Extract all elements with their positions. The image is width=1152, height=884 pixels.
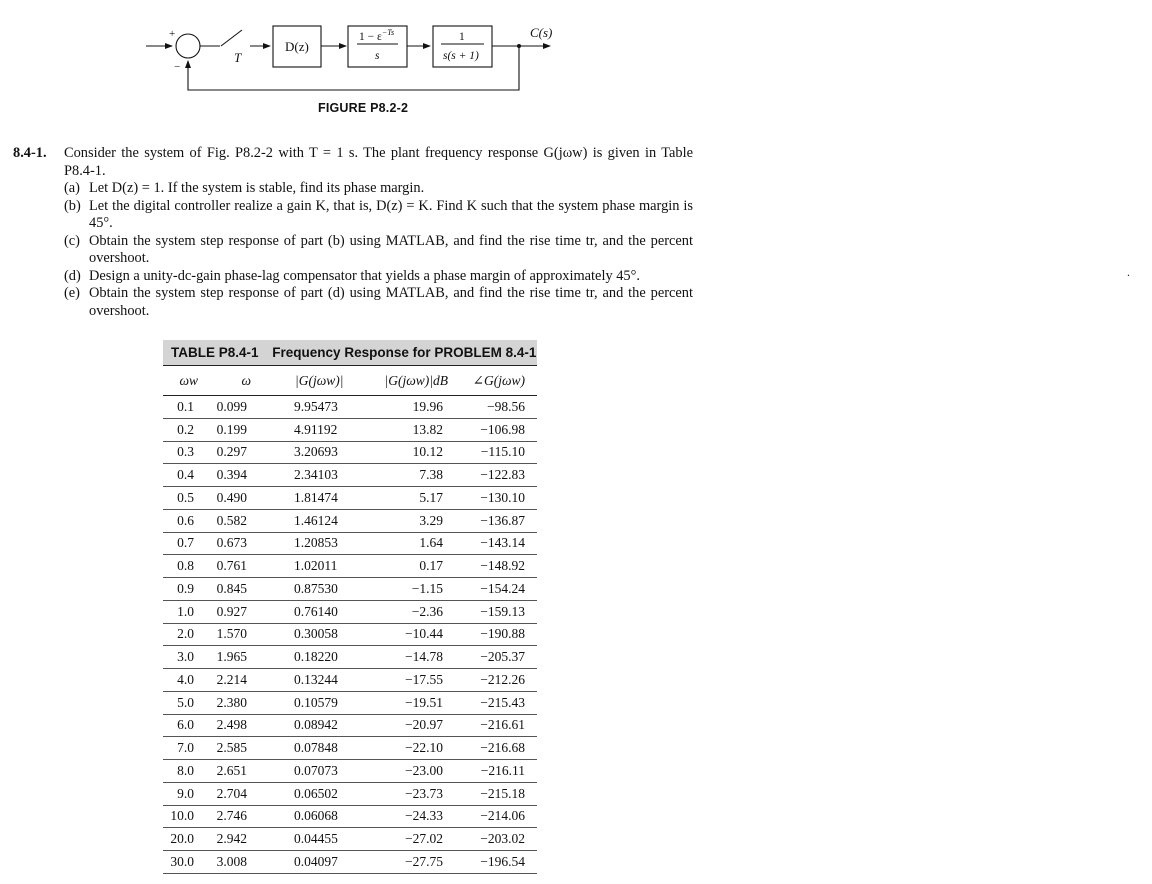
table-cell: 3.0 (163, 646, 212, 669)
table-cell: −196.54 (448, 851, 537, 874)
table-row (163, 600, 537, 623)
table-cell: 0.673 (212, 532, 294, 555)
table-cell: 0.30058 (294, 623, 379, 646)
column-header: ∠G(jωw) (448, 366, 537, 396)
table-cell: 9.95473 (294, 396, 379, 419)
table-cell: 2.942 (212, 828, 294, 851)
data-table (163, 365, 537, 874)
table-cell: −216.68 (448, 737, 537, 760)
table-cell: 19.96 (379, 396, 448, 419)
sampler-switch (221, 30, 242, 46)
table-cell: 8.0 (163, 760, 212, 783)
table-cell: −19.51 (379, 691, 448, 714)
table-cell: −159.13 (448, 600, 537, 623)
table-cell: −22.10 (379, 737, 448, 760)
table-cell: 4.91192 (294, 418, 379, 441)
part-text: Obtain the system step response of part (b) using MATLAB, and find the rise time tr, and the percent overshoot. (89, 232, 693, 266)
problem-part-d (64, 268, 693, 286)
table-cell: −115.10 (448, 441, 537, 464)
table-cell: 0.06502 (294, 782, 379, 805)
table-row (163, 760, 537, 783)
table-cell: −154.24 (448, 578, 537, 601)
table-cell: −215.43 (448, 691, 537, 714)
table-cell: 1.46124 (294, 509, 379, 532)
table-cell: −20.97 (379, 714, 448, 737)
table-cell: −130.10 (448, 487, 537, 510)
problem-statement: Consider the system of Fig. P8.2-2 with T = 1 s. The plant frequency response G(jωw) is given in Table P8.4-1. (64, 145, 693, 179)
takeoff-point (517, 44, 521, 48)
table-cell: −136.87 (448, 509, 537, 532)
figure-caption: FIGURE P8.2-2 (318, 101, 409, 115)
table-row (163, 487, 537, 510)
part-label: (a) (64, 180, 80, 196)
table-cell: 0.2 (163, 418, 212, 441)
table-title-bar (163, 340, 537, 365)
problem-number: 8.4-1. (13, 145, 47, 161)
table-cell: 2.0 (163, 623, 212, 646)
table-cell: 0.13244 (294, 669, 379, 692)
table-cell: 20.0 (163, 828, 212, 851)
table-cell: −106.98 (448, 418, 537, 441)
table-cell: 1.965 (212, 646, 294, 669)
table-cell: −10.44 (379, 623, 448, 646)
table-cell: −2.36 (379, 600, 448, 623)
table-cell: −214.06 (448, 805, 537, 828)
table-cell: 3.20693 (294, 441, 379, 464)
table-cell: 0.17 (379, 555, 448, 578)
table-cell: 0.06068 (294, 805, 379, 828)
table-cell: 0.18220 (294, 646, 379, 669)
table-cell: 0.8 (163, 555, 212, 578)
table-cell: 1.02011 (294, 555, 379, 578)
table-cell: 0.927 (212, 600, 294, 623)
column-header: |G(jωw)|dB (379, 366, 448, 396)
part-label: (c) (64, 232, 80, 249)
problem-8-4-1 (13, 145, 693, 320)
summing-junction (176, 34, 200, 58)
table-row (163, 623, 537, 646)
table-cell: 0.297 (212, 441, 294, 464)
zoh-numerator: $1 - \varepsilon^{-Ts}$ (359, 28, 395, 43)
table-header-row (163, 366, 537, 396)
table-cell: 2.34103 (294, 464, 379, 487)
table-row (163, 532, 537, 555)
table-row (163, 805, 537, 828)
table-row (163, 737, 537, 760)
table-cell: −205.37 (448, 646, 537, 669)
table-row (163, 578, 537, 601)
problem-part-c (64, 233, 693, 268)
table-cell: −27.75 (379, 851, 448, 874)
table-cell: −143.14 (448, 532, 537, 555)
plus-sign: + (169, 28, 176, 40)
table-cell: 7.38 (379, 464, 448, 487)
table-row (163, 714, 537, 737)
part-text: Obtain the system step response of part (d) using MATLAB, and find the rise time tr, and the percent overshoot. (89, 285, 693, 319)
table-row (163, 464, 537, 487)
table-cell: 0.490 (212, 487, 294, 510)
plant-numerator: 1 (459, 31, 465, 43)
table-cell: 0.10579 (294, 691, 379, 714)
table-cell: 0.761 (212, 555, 294, 578)
table-cell: 0.394 (212, 464, 294, 487)
part-text: Let the digital controller realize a gain K, that is, D(z) = K. Find K such that the system phase margin is 45°. (89, 197, 693, 231)
table-cell: −23.73 (379, 782, 448, 805)
part-text: Design a unity-dc-gain phase-lag compensator that yields a phase margin of approximately 45°. (89, 267, 640, 284)
table-cell: −216.61 (448, 714, 537, 737)
table-row (163, 441, 537, 464)
table-row (163, 851, 537, 874)
table-row (163, 418, 537, 441)
table-cell: 13.82 (379, 418, 448, 441)
table-cell: 0.845 (212, 578, 294, 601)
table-cell: 2.380 (212, 691, 294, 714)
table-row (163, 782, 537, 805)
table-cell: 0.3 (163, 441, 212, 464)
table-cell: 2.651 (212, 760, 294, 783)
table-cell: 0.07073 (294, 760, 379, 783)
controller-label: D(z) (285, 39, 309, 54)
table-cell: 0.08942 (294, 714, 379, 737)
table-cell: 4.0 (163, 669, 212, 692)
table-row (163, 555, 537, 578)
table-cell: 0.199 (212, 418, 294, 441)
table-cell: −216.11 (448, 760, 537, 783)
column-header: ωw (163, 366, 212, 396)
table-cell: 0.76140 (294, 600, 379, 623)
table-cell: 0.87530 (294, 578, 379, 601)
zoh-denominator: s (375, 50, 380, 62)
table-cell: 0.07848 (294, 737, 379, 760)
table-cell: 1.81474 (294, 487, 379, 510)
table-cell: 9.0 (163, 782, 212, 805)
table-cell: −203.02 (448, 828, 537, 851)
table-cell: 1.0 (163, 600, 212, 623)
minus-sign: − (174, 61, 181, 73)
table-cell: 2.498 (212, 714, 294, 737)
table-cell: 10.0 (163, 805, 212, 828)
table-cell: 1.64 (379, 532, 448, 555)
table-cell: 2.746 (212, 805, 294, 828)
table-cell: 5.17 (379, 487, 448, 510)
table-cell: −148.92 (448, 555, 537, 578)
table-cell: 3.008 (212, 851, 294, 874)
table-row (163, 669, 537, 692)
table-title: Frequency Response for PROBLEM 8.4-1 (272, 345, 537, 360)
table-cell: 0.9 (163, 578, 212, 601)
table-cell: −122.83 (448, 464, 537, 487)
table-cell: −98.56 (448, 396, 537, 419)
table-cell: −1.15 (379, 578, 448, 601)
part-label: (b) (64, 197, 81, 214)
table-cell: 2.214 (212, 669, 294, 692)
stray-mark: . (1127, 265, 1130, 279)
table-row (163, 691, 537, 714)
table-cell: 0.7 (163, 532, 212, 555)
block-diagram (0, 0, 1152, 100)
problem-part-e (64, 285, 693, 320)
table-cell: −215.18 (448, 782, 537, 805)
plant-denominator: s(s + 1) (443, 50, 479, 62)
sampler-label: T (234, 50, 242, 65)
table-cell: −24.33 (379, 805, 448, 828)
table-cell: 5.0 (163, 691, 212, 714)
column-header: ω (212, 366, 294, 396)
table-cell: 10.12 (379, 441, 448, 464)
table-cell: 0.099 (212, 396, 294, 419)
table-cell: 0.04455 (294, 828, 379, 851)
table-cell: −14.78 (379, 646, 448, 669)
table-cell: 30.0 (163, 851, 212, 874)
table-cell: 0.04097 (294, 851, 379, 874)
table-cell: 1.570 (212, 623, 294, 646)
problem-part-a (64, 180, 693, 198)
table-cell: −212.26 (448, 669, 537, 692)
table-cell: 0.582 (212, 509, 294, 532)
table-id: TABLE P8.4-1 (171, 345, 259, 360)
table-cell: −17.55 (379, 669, 448, 692)
table-cell: 6.0 (163, 714, 212, 737)
table-row (163, 646, 537, 669)
part-label: (e) (64, 285, 80, 301)
table-row (163, 396, 537, 419)
table-row (163, 509, 537, 532)
column-header: |G(jωw)| (294, 366, 379, 396)
part-text: Let D(z) = 1. If the system is stable, find its phase margin. (89, 180, 425, 196)
table-cell: 0.5 (163, 487, 212, 510)
table-cell: −190.88 (448, 623, 537, 646)
table-cell: 2.585 (212, 737, 294, 760)
part-label: (d) (64, 267, 81, 284)
problem-part-b (64, 198, 693, 233)
table-cell: −23.00 (379, 760, 448, 783)
table-cell: 7.0 (163, 737, 212, 760)
table-cell: 3.29 (379, 509, 448, 532)
table-row (163, 828, 537, 851)
table-cell: −27.02 (379, 828, 448, 851)
frequency-response-table (163, 340, 537, 874)
table-cell: 0.4 (163, 464, 212, 487)
table-cell: 1.20853 (294, 532, 379, 555)
table-body (163, 396, 537, 874)
output-label: C(s) (530, 25, 553, 40)
table-cell: 0.6 (163, 509, 212, 532)
table-cell: 0.1 (163, 396, 212, 419)
table-cell: 2.704 (212, 782, 294, 805)
